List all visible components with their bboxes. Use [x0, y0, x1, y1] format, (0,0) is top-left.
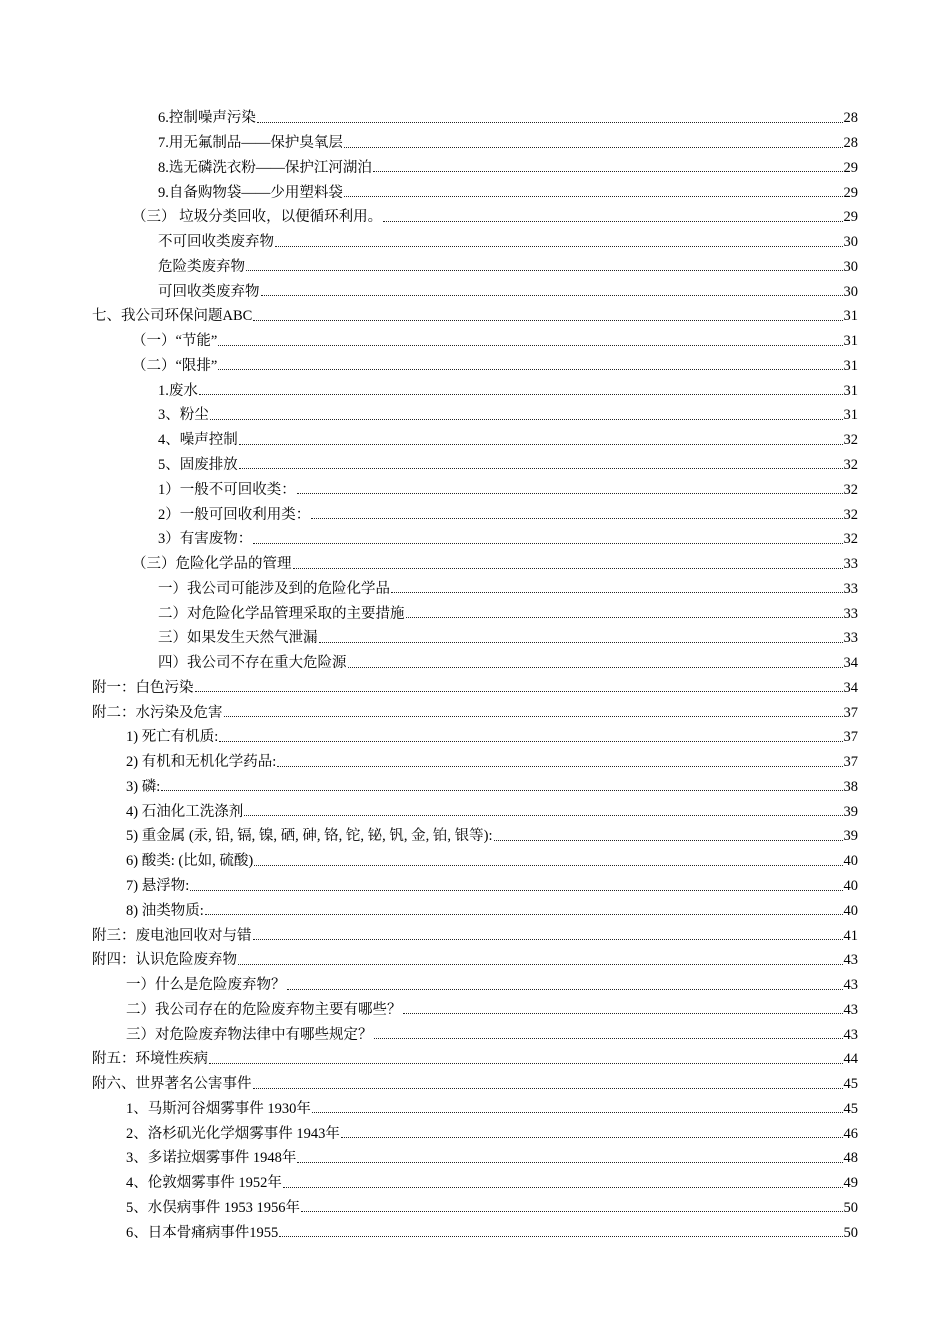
dot-leader [344, 147, 843, 148]
toc-entry-page-number: 32 [843, 531, 858, 548]
dot-leader [161, 790, 842, 791]
dot-leader [224, 716, 843, 717]
dot-leader [209, 1063, 843, 1064]
toc-entry[interactable] [92, 547, 858, 572]
toc-entry-page-number: 40 [843, 853, 858, 870]
dot-leader [199, 394, 843, 395]
toc-entry-page-number: 31 [843, 407, 858, 424]
toc-entry-page-number: 32 [843, 481, 858, 498]
toc-entry[interactable] [92, 1042, 858, 1067]
toc-entry-page-number: 30 [843, 258, 858, 275]
dot-leader [344, 196, 843, 197]
toc-entry-title: 3、粉尘 [158, 407, 209, 424]
toc-entry[interactable] [92, 968, 858, 993]
toc-entry-page-number: 32 [843, 506, 858, 523]
toc-entry-title: 附二：水污染及危害 [92, 704, 223, 721]
dot-leader [297, 1162, 842, 1163]
toc-entry-page-number: 43 [843, 1001, 858, 1018]
toc-entry-page-number: 31 [843, 308, 858, 325]
toc-entry[interactable] [92, 448, 858, 473]
dot-leader [312, 1112, 843, 1113]
toc-entry-page-number: 50 [843, 1224, 858, 1241]
toc-entry[interactable] [92, 250, 858, 275]
toc-entry-title: 二）我公司存在的危险废弃物主要有哪些？ [126, 1001, 402, 1018]
toc-entry-page-number: 31 [843, 333, 858, 350]
toc-entry[interactable] [92, 993, 858, 1018]
toc-entry-title: 7) 悬浮物: [126, 878, 190, 894]
toc-entry-page-number: 46 [843, 1125, 858, 1142]
toc-entry[interactable] [92, 918, 858, 943]
dot-leader [253, 320, 842, 321]
dot-leader [246, 270, 843, 271]
toc-entry[interactable] [92, 472, 858, 497]
dot-leader [406, 617, 843, 618]
toc-entry-page-number: 45 [843, 1100, 858, 1117]
toc-entry-page-number: 28 [843, 110, 858, 127]
toc-entry-title: 8.选无磷洗衣粉——保护江河湖泊 [158, 159, 372, 176]
toc-entry-page-number: 43 [843, 977, 858, 994]
toc-entry-page-number: 49 [843, 1175, 858, 1192]
dot-leader [254, 865, 842, 866]
dot-leader [283, 1187, 843, 1188]
toc-entry-title: 不可回收类废弃物 [158, 234, 274, 251]
toc-entry-title: （三）危险化学品的管理 [132, 556, 292, 573]
dot-leader [494, 840, 843, 841]
toc-entry-title: 3、多诺拉烟雾事件 1948年 [126, 1150, 297, 1167]
toc-entry-page-number: 34 [843, 655, 858, 672]
toc-entry-title: 危险类废弃物 [158, 258, 245, 275]
toc-entry-page-number: 37 [843, 754, 858, 771]
toc-entry[interactable] [92, 621, 858, 646]
toc-entry[interactable] [92, 324, 858, 349]
dot-leader [373, 171, 843, 172]
toc-entry[interactable] [92, 894, 858, 919]
toc-entry[interactable] [92, 1141, 858, 1166]
toc-entry-title: 8) 油类物质: [126, 902, 204, 919]
toc-entry-title: 三）如果发生天然气泄漏 [158, 630, 318, 647]
toc-entry-page-number: 44 [843, 1051, 858, 1068]
toc-entry-page-number: 40 [843, 878, 858, 894]
toc-entry-title: 5、水俣病事件 1953 1956年 [126, 1199, 300, 1216]
toc-entry-page-number: 33 [843, 605, 858, 622]
toc-entry[interactable] [92, 274, 858, 299]
toc-entry[interactable] [92, 522, 858, 547]
toc-entry-title: （二）“限排” [132, 357, 218, 374]
toc-entry-page-number: 37 [843, 729, 858, 746]
toc-entry[interactable] [92, 943, 858, 968]
table-of-contents [92, 101, 858, 1240]
toc-entry-page-number: 48 [843, 1150, 858, 1167]
toc-entry-page-number: 30 [843, 234, 858, 251]
toc-entry-title: 四）我公司不存在重大危险源 [158, 655, 347, 672]
toc-entry-page-number: 31 [843, 382, 858, 399]
toc-entry-title: 5) 重金属 (汞, 铅, 镉, 镍, 硒, 砷, 铬, 铊, 铋, 钒, 金, 铂, 银等): [126, 828, 493, 845]
dot-leader [311, 518, 842, 519]
dot-leader [287, 989, 843, 990]
toc-entry-title: 3) 磷: [126, 778, 161, 795]
toc-entry-page-number: 39 [843, 803, 858, 820]
dot-leader [210, 419, 843, 420]
toc-entry[interactable] [92, 1017, 858, 1042]
toc-entry-page-number: 30 [843, 283, 858, 300]
toc-entry-title: 2) 有机和无机化学药品: [126, 754, 277, 771]
dot-leader [297, 493, 843, 494]
dot-leader [261, 295, 843, 296]
dot-leader [239, 468, 843, 469]
toc-entry[interactable] [92, 794, 858, 819]
dot-leader [218, 369, 842, 370]
toc-entry[interactable] [92, 596, 858, 621]
toc-entry[interactable] [92, 770, 858, 795]
toc-entry-title: 可回收类废弃物 [158, 283, 260, 300]
toc-entry-title: 4) 石油化工洗涤剂 [126, 803, 244, 820]
toc-entry[interactable] [92, 844, 858, 869]
dot-leader [301, 1211, 843, 1212]
dot-leader [391, 592, 843, 593]
toc-entry[interactable] [92, 1166, 858, 1191]
toc-entry-page-number: 45 [843, 1076, 858, 1093]
dot-leader [239, 444, 843, 445]
toc-entry[interactable] [92, 175, 858, 200]
toc-entry-title: 2）一般可回收利用类： [158, 506, 311, 523]
toc-entry[interactable] [92, 1092, 858, 1117]
toc-entry-page-number: 33 [843, 580, 858, 597]
dot-leader [253, 939, 843, 940]
toc-entry-title: 二）对危险化学品管理采取的主要措施 [158, 605, 405, 622]
toc-entry[interactable] [92, 423, 858, 448]
toc-entry[interactable] [92, 101, 858, 126]
toc-entry-page-number: 32 [843, 456, 858, 473]
toc-entry-title: 附四：认识危险废弃物 [92, 952, 237, 969]
dot-leader [205, 914, 843, 915]
toc-entry-title: 9.自备购物袋——少用塑料袋 [158, 184, 343, 201]
dot-leader [190, 890, 842, 891]
toc-entry-title: 3）有害废物： [158, 531, 253, 548]
dot-leader [403, 1013, 843, 1014]
toc-entry[interactable] [92, 497, 858, 522]
toc-entry-title: 附一：白色污染 [92, 679, 194, 696]
toc-entry-title: 1、马斯河谷烟雾事件 1930年 [126, 1100, 311, 1117]
toc-entry-page-number: 28 [843, 135, 858, 152]
toc-entry-page-number: 38 [843, 778, 858, 795]
toc-entry[interactable] [92, 720, 858, 745]
toc-entry[interactable] [92, 1191, 858, 1216]
toc-entry-title: 附六、世界著名公害事件 [92, 1076, 252, 1093]
toc-entry-title: 7.用无氟制品——保护臭氧层 [158, 135, 343, 152]
toc-entry-title: 1.废水 [158, 382, 198, 399]
toc-entry-page-number: 29 [843, 184, 858, 201]
dot-leader [238, 964, 843, 965]
dot-leader [218, 345, 842, 346]
toc-entry[interactable] [92, 200, 858, 225]
toc-entry-title: 6) 酸类: (比如, 硫酸) [126, 853, 254, 870]
dot-leader [293, 568, 843, 569]
dot-leader [275, 246, 843, 247]
toc-entry-title: 4、伦敦烟雾事件 1952年 [126, 1175, 282, 1192]
toc-entry-page-number: 43 [843, 952, 858, 969]
toc-entry-page-number: 33 [843, 630, 858, 647]
toc-entry[interactable] [92, 671, 858, 696]
toc-entry-page-number: 40 [843, 902, 858, 919]
toc-entry-page-number: 33 [843, 556, 858, 573]
toc-entry-title: 5、固废排放 [158, 456, 238, 473]
toc-entry[interactable] [92, 398, 858, 423]
dot-leader [244, 815, 842, 816]
toc-entry-page-number: 34 [843, 679, 858, 696]
toc-entry[interactable] [92, 373, 858, 398]
toc-entry-page-number: 39 [843, 828, 858, 845]
toc-entry-title: 附三：废电池回收对与错 [92, 927, 252, 944]
toc-entry-page-number: 50 [843, 1199, 858, 1216]
dot-leader [319, 642, 843, 643]
dot-leader [219, 741, 842, 742]
dot-leader [257, 122, 843, 123]
toc-entry[interactable] [92, 349, 858, 374]
toc-entry[interactable] [92, 819, 858, 844]
toc-entry-page-number: 32 [843, 432, 858, 449]
toc-entry[interactable] [92, 151, 858, 176]
toc-entry-title: 附五：环境性疾病 [92, 1051, 208, 1068]
toc-entry-title: 1) 死亡有机质: [126, 729, 219, 746]
toc-entry-title: 2、洛杉矶光化学烟雾事件 1943年 [126, 1125, 340, 1142]
toc-entry-title: （三） 垃圾分类回收，以便循环利用。 [132, 209, 383, 226]
toc-entry[interactable] [92, 869, 858, 894]
toc-entry[interactable] [92, 225, 858, 250]
toc-entry-title: 一）我公司可能涉及到的危险化学品 [158, 580, 390, 597]
toc-entry[interactable] [92, 126, 858, 151]
toc-entry-title: 6.控制噪声污染 [158, 110, 256, 127]
dot-leader [279, 1236, 842, 1237]
toc-entry-page-number: 29 [843, 209, 858, 226]
toc-entry[interactable] [92, 1215, 858, 1240]
toc-entry[interactable] [92, 695, 858, 720]
toc-entry-title: 4、噪声控制 [158, 432, 238, 449]
dot-leader [277, 766, 842, 767]
toc-entry-title: 1）一般不可回收类： [158, 481, 296, 498]
toc-entry-title: 七、我公司环保问题ABC [92, 308, 253, 325]
toc-entry-title: （一）“节能” [132, 333, 218, 350]
toc-entry-page-number: 37 [843, 704, 858, 721]
toc-entry[interactable] [92, 1116, 858, 1141]
dot-leader [348, 667, 843, 668]
toc-entry-page-number: 31 [843, 357, 858, 374]
toc-entry-title: 6、日本骨痛病事件1955 [126, 1224, 279, 1241]
toc-entry-page-number: 43 [843, 1026, 858, 1043]
dot-leader [374, 1038, 843, 1039]
toc-entry[interactable] [92, 299, 858, 324]
dot-leader [341, 1137, 843, 1138]
dot-leader [253, 1088, 843, 1089]
toc-entry[interactable] [92, 646, 858, 671]
toc-entry[interactable] [92, 1067, 858, 1092]
toc-entry-page-number: 29 [843, 159, 858, 176]
dot-leader [253, 543, 842, 544]
dot-leader [195, 691, 843, 692]
toc-entry-title: 一）什么是危险废弃物？ [126, 977, 286, 994]
dot-leader [383, 221, 842, 222]
toc-entry-title: 三）对危险废弃物法律中有哪些规定？ [126, 1026, 373, 1043]
toc-entry[interactable] [92, 745, 858, 770]
toc-entry[interactable] [92, 572, 858, 597]
toc-entry-page-number: 41 [843, 927, 858, 944]
